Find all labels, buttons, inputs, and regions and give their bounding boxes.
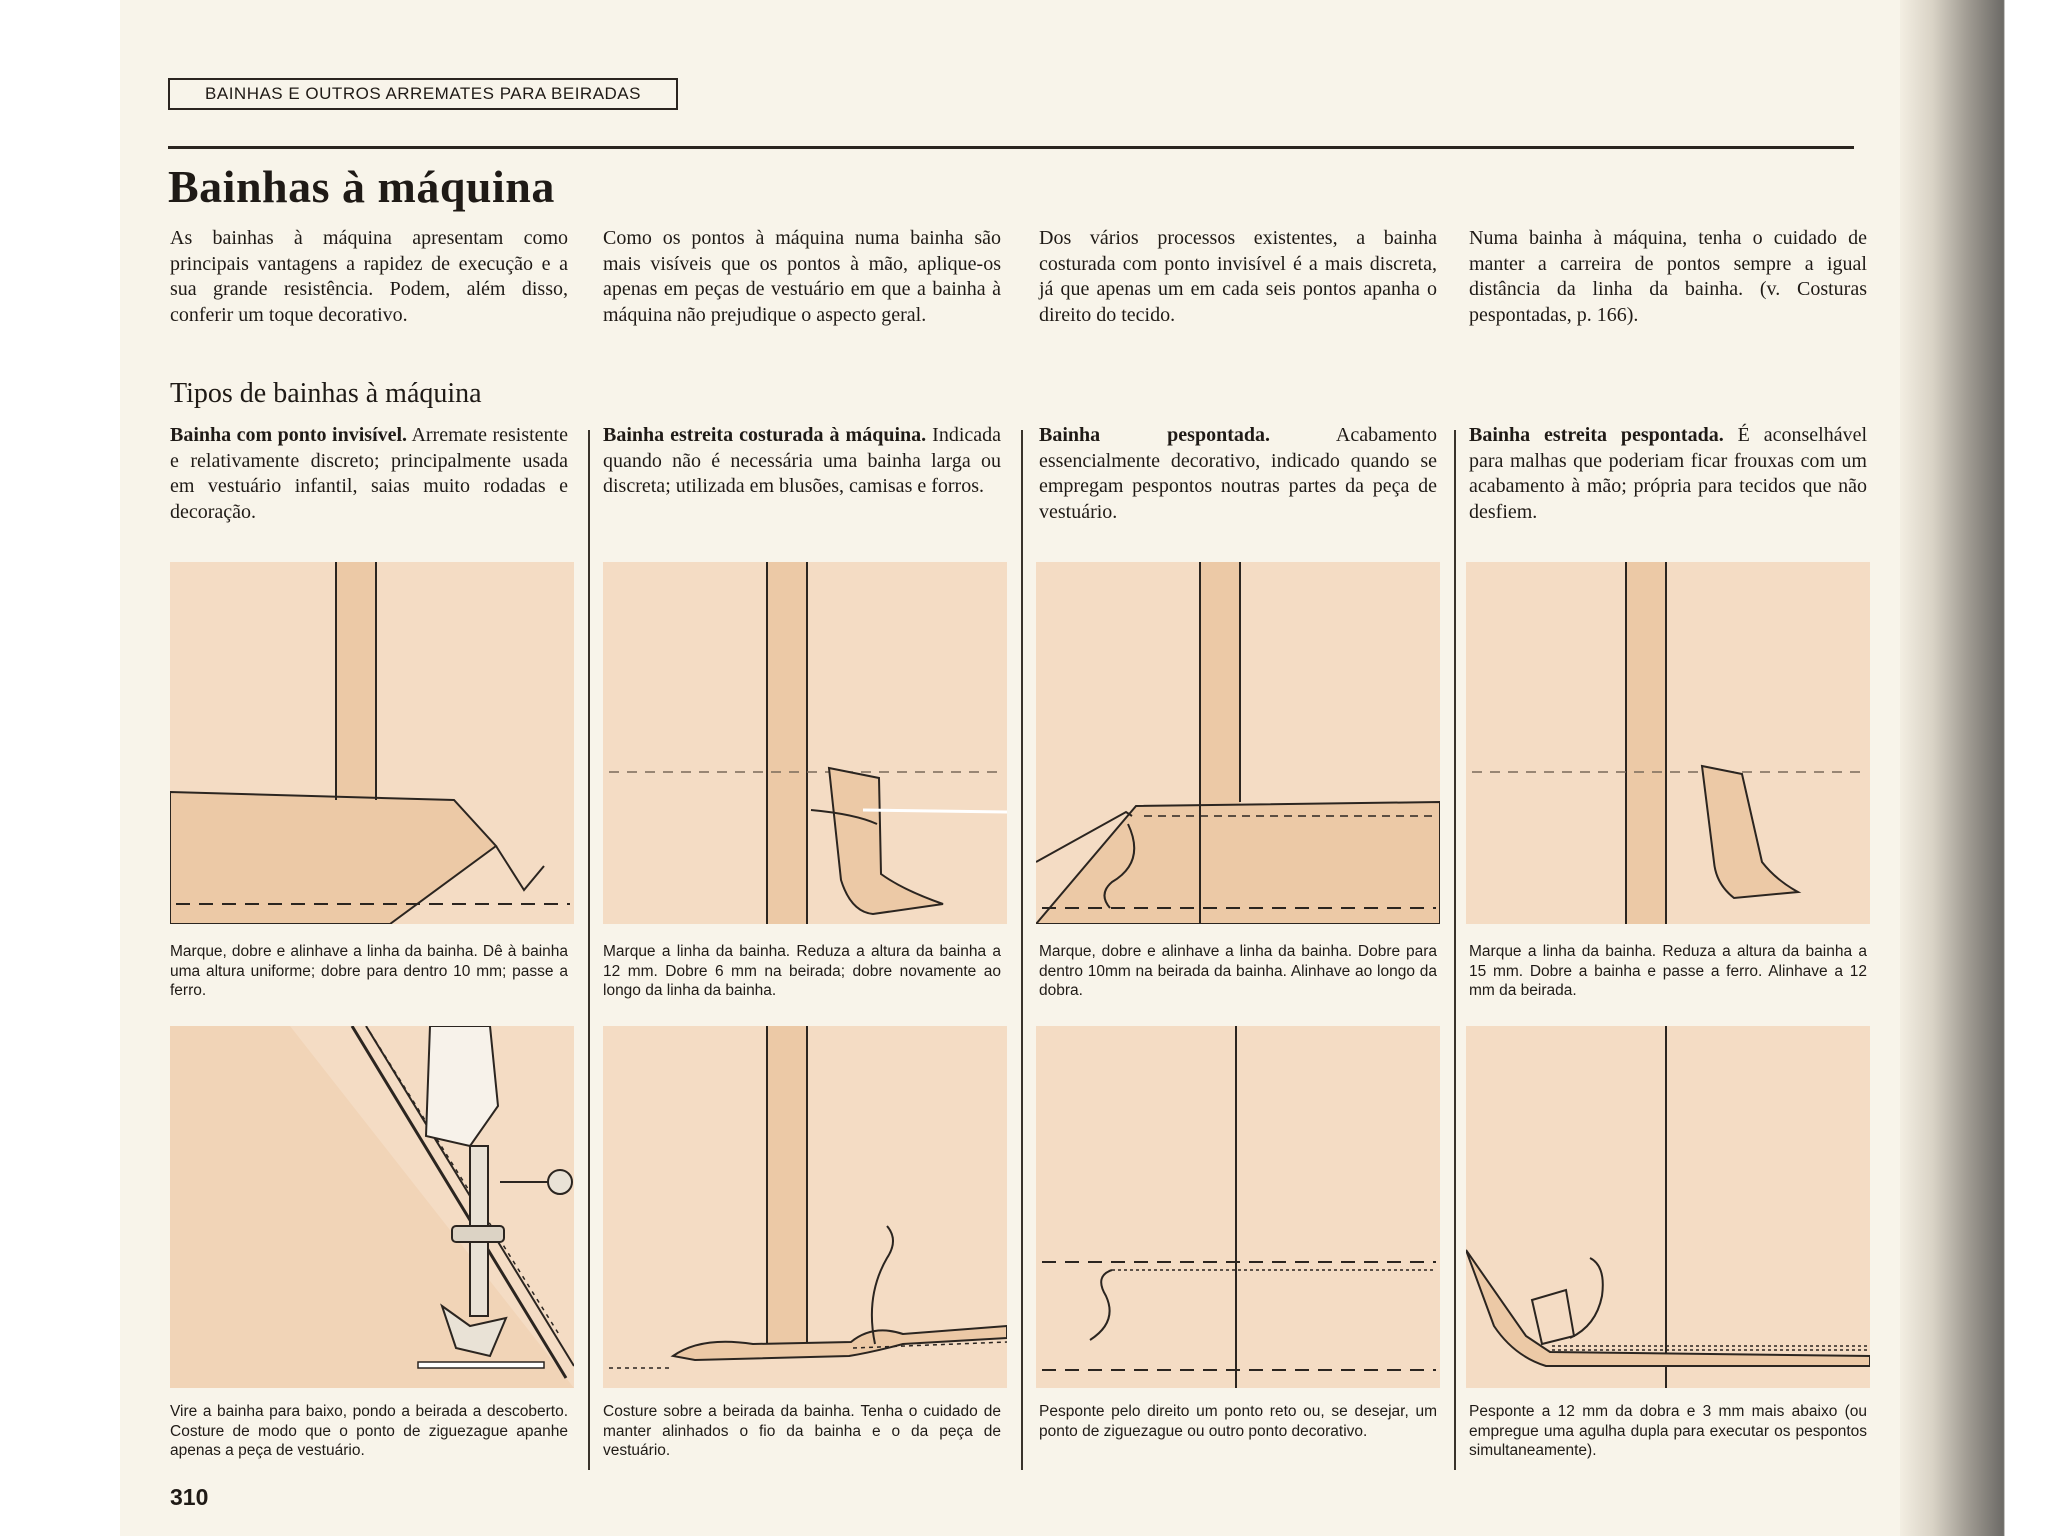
step-caption: Marque, dobre e alinhave a linha da bainha. Dê à bainha uma altura uniforme; dobre para dentro 10 mm; passe a ferro. xyxy=(170,943,568,999)
column-rule xyxy=(1021,430,1023,1470)
column-rule xyxy=(1454,430,1456,1470)
illustration-narrow-topstitched-step2 xyxy=(1466,1026,1870,1388)
step-caption: Marque, dobre e alinhave a linha da bainha. Dobre para dentro 10mm na beirada da bainha. Alinhave ao longo da dobra. xyxy=(1039,943,1437,999)
page-number: 310 xyxy=(170,1484,209,1510)
intro-paragraph-2: Como os pontos à máquina numa bainha são mais visíveis que os pontos à mão, aplique-os apenas em peças de vestuário em que a bainha à máquina não prejudique o aspecto geral. xyxy=(603,227,1001,326)
hem-type-name: Bainha pespontada. xyxy=(1039,424,1270,446)
intro-paragraph-4: Numa bainha à máquina, tenha o cuidado de manter a carreira de pontos sempre a igual distância da linha da bainha. (v. Costuras pespontadas, p. 166). xyxy=(1469,227,1867,326)
header-rule xyxy=(168,146,1854,149)
hem-type-name: Bainha estreita pespontada. xyxy=(1469,424,1724,446)
section-subheading: Tipos de bainhas à máquina xyxy=(170,378,482,409)
illustration-narrow-step2 xyxy=(603,1026,1007,1388)
page-edge-shadow xyxy=(1900,0,2048,1536)
illustration-narrow-step1 xyxy=(603,562,1007,924)
illustration-invisible-step2 xyxy=(170,1026,574,1388)
step-caption: Marque a linha da bainha. Reduza a altura da bainha a 12 mm. Dobre 6 mm na beirada; dobre novamente ao longo da linha da bainha. xyxy=(603,943,1001,999)
illustration-topstitched-step2 xyxy=(1036,1026,1440,1388)
illustration-narrow-topstitched-step1 xyxy=(1466,562,1870,924)
hem-type-description: Arremate resistente e relativamente discreto; principalmente usada em vestuário infantil, saias muito rodadas e decoração. xyxy=(170,424,568,523)
illustration-topstitched-step1 xyxy=(1036,562,1440,924)
step-caption: Pesponte pelo direito um ponto reto ou, se desejar, um ponto de ziguezague ou outro ponto decorativo. xyxy=(1039,1403,1437,1440)
column-rule xyxy=(588,430,590,1470)
hem-type-name: Bainha com ponto invisível. xyxy=(170,424,408,446)
hem-type-description: Indicada quando não é necessária uma bainha larga ou discreta; utilizada em blusões, camisas e forros. xyxy=(603,424,1002,497)
running-head: BAINHAS E OUTROS ARREMATES PARA BEIRADAS xyxy=(168,78,678,110)
page-title: Bainhas à máquina xyxy=(168,161,555,212)
hem-type-narrow-topstitched xyxy=(1469,423,1867,525)
step-caption: Vire a bainha para baixo, pondo a beirada a descoberto. Costure de modo que o ponto de ziguezague apanhe apenas a peça de vestuário. xyxy=(170,1403,568,1459)
hem-type-description: Acabamento essencialmente decorativo, indicado quando se empregam pespontos noutras partes da peça de vestuário. xyxy=(1039,424,1437,523)
hem-type-narrow xyxy=(603,423,1001,500)
step-caption: Pesponte a 12 mm da dobra e 3 mm mais abaixo (ou empregue uma agulha dupla para executar os pespontos simultaneamente). xyxy=(1469,1403,1867,1459)
intro-paragraph-1: As bainhas à máquina apresentam como principais vantagens a rapidez de execução e a sua grande resistência. Podem, além disso, conferir um toque decorativo. xyxy=(170,227,568,326)
intro-paragraph-3: Dos vários processos existentes, a bainha costurada com ponto invisível é a mais discreta, já que apenas um em cada seis pontos apanha o direito do tecido. xyxy=(1039,227,1437,326)
illustration-invisible-step1 xyxy=(170,562,574,924)
step-caption: Marque a linha da bainha. Reduza a altura da bainha a 15 mm. Dobre a bainha e passe a ferro. Alinhave a 12 mm da beirada. xyxy=(1469,943,1867,999)
hem-type-description: É aconselhável para malhas que poderiam ficar frouxas com um acabamento à mão; própria para tecidos que não desfiem. xyxy=(1469,424,1868,523)
hem-type-topstitched xyxy=(1039,423,1437,525)
hem-type-name: Bainha estreita costurada à máquina. xyxy=(603,424,927,446)
step-caption: Costure sobre a beirada da bainha. Tenha o cuidado de manter alinhados o fio da bainha e o da peça de vestuário. xyxy=(603,1403,1001,1459)
hem-type-invisible xyxy=(170,423,568,525)
